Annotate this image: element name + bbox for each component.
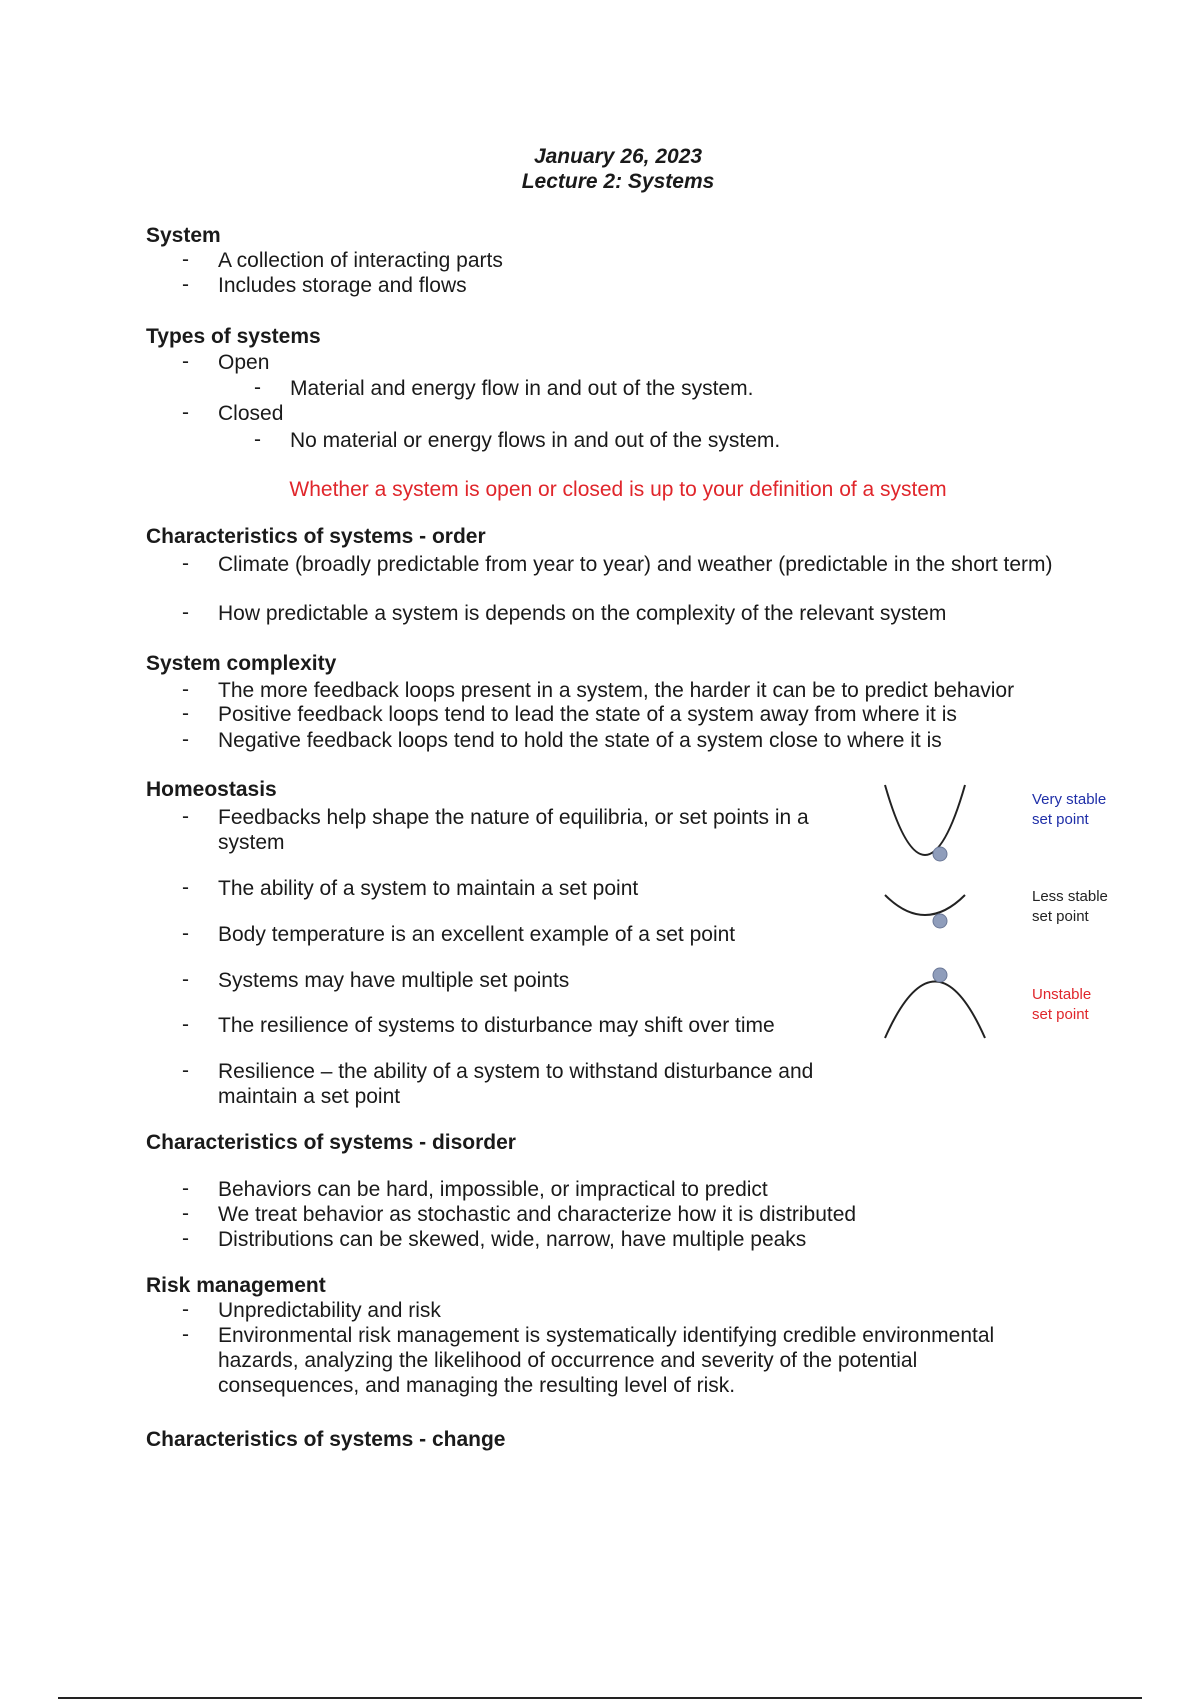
unstable-curve: [885, 982, 985, 1039]
list-item: Body temperature is an excellent example of a set point: [218, 923, 736, 946]
heading-change: Characteristics of systems - change: [146, 1428, 506, 1451]
heading-types-of-systems: Types of systems: [146, 325, 321, 348]
list-item-closed: Closed: [218, 402, 284, 425]
bullet-dash: -: [182, 968, 189, 991]
list-item: The ability of a system to maintain a set point: [218, 877, 639, 900]
bullet-dash: -: [182, 401, 189, 424]
label-unstable: Unstable set point: [1032, 986, 1092, 1023]
bullet-dash: -: [182, 552, 189, 575]
bullet-dash: -: [182, 350, 189, 373]
list-item: Systems may have multiple set points: [218, 969, 570, 992]
list-item: Unpredictability and risk: [218, 1299, 441, 1322]
heading-complexity: System complexity: [146, 652, 337, 675]
label-less-stable: Less stable set point: [1032, 888, 1108, 925]
bullet-dash: -: [182, 922, 189, 945]
bullet-dash: -: [254, 428, 261, 451]
list-item-closed-detail: No material or energy flows in and out of the system.: [290, 429, 781, 452]
list-item: The resilience of systems to disturbance may shift over time: [218, 1014, 775, 1037]
heading-risk-management: Risk management: [146, 1274, 326, 1297]
bullet-dash: -: [182, 876, 189, 899]
bullet-dash: -: [182, 678, 189, 701]
list-item: Negative feedback loops tend to hold the state of a system close to where it is: [218, 729, 942, 752]
bullet-dash: -: [182, 1177, 189, 1200]
list-item: Includes storage and flows: [218, 274, 467, 297]
list-item: The more feedback loops present in a system, the harder it can be to predict behavior: [218, 679, 1015, 702]
list-item: Resilience – the ability of a system to withstand disturbance and maintain a set point: [218, 1060, 814, 1108]
list-item: How predictable a system is depends on the complexity of the relevant system: [218, 602, 947, 625]
bullet-dash: -: [182, 728, 189, 751]
heading-homeostasis: Homeostasis: [146, 778, 277, 801]
list-item: Environmental risk management is systematically identifying credible environmental hazards, analyzing the likelihood of occurrence and severity of the potential consequences, and managing the resulting level of risk.: [218, 1324, 995, 1397]
very-stable-ball: [933, 847, 947, 861]
heading-system: System: [146, 224, 221, 247]
document-date: January 26, 2023: [533, 145, 703, 168]
bullet-dash: -: [182, 1323, 189, 1346]
bullet-dash: -: [182, 1202, 189, 1225]
very-stable-curve: [885, 785, 965, 855]
bullet-dash: -: [182, 273, 189, 296]
list-item: Feedbacks help shape the nature of equilibria, or set points in a system: [218, 806, 809, 854]
less-stable-curve: [885, 895, 965, 915]
bullet-dash: -: [182, 1227, 189, 1250]
bullet-dash: -: [182, 805, 189, 828]
page-divider: [58, 1697, 1142, 1699]
list-item-open-detail: Material and energy flow in and out of the system.: [290, 377, 754, 400]
unstable-ball: [933, 968, 947, 982]
bullet-dash: -: [182, 702, 189, 725]
bullet-dash: -: [182, 248, 189, 271]
document-title: Lecture 2: Systems: [521, 170, 715, 193]
heading-disorder: Characteristics of systems - disorder: [146, 1131, 516, 1154]
bullet-dash: -: [182, 1013, 189, 1036]
list-item: Distributions can be skewed, wide, narrow, have multiple peaks: [218, 1228, 807, 1251]
list-item: A collection of interacting parts: [218, 249, 503, 272]
highlight-note: Whether a system is open or closed is up to your definition of a system: [289, 478, 947, 501]
label-very-stable: Very stable set point: [1032, 791, 1107, 828]
list-item: Behaviors can be hard, impossible, or impractical to predict: [218, 1178, 768, 1201]
list-item: Positive feedback loops tend to lead the state of a system away from where it is: [218, 703, 957, 726]
heading-order: Characteristics of systems - order: [146, 525, 486, 548]
list-item: Climate (broadly predictable from year to year) and weather (predictable in the short term): [218, 553, 1053, 576]
bullet-dash: -: [254, 376, 261, 399]
list-item-open: Open: [218, 351, 270, 374]
less-stable-ball: [933, 914, 947, 928]
set-point-diagram: [875, 775, 1005, 1045]
bullet-dash: -: [182, 601, 189, 624]
list-item: We treat behavior as stochastic and characterize how it is distributed: [218, 1203, 857, 1226]
set-point-figure: [875, 775, 1125, 1045]
bullet-dash: -: [182, 1059, 189, 1082]
bullet-dash: -: [182, 1298, 189, 1321]
